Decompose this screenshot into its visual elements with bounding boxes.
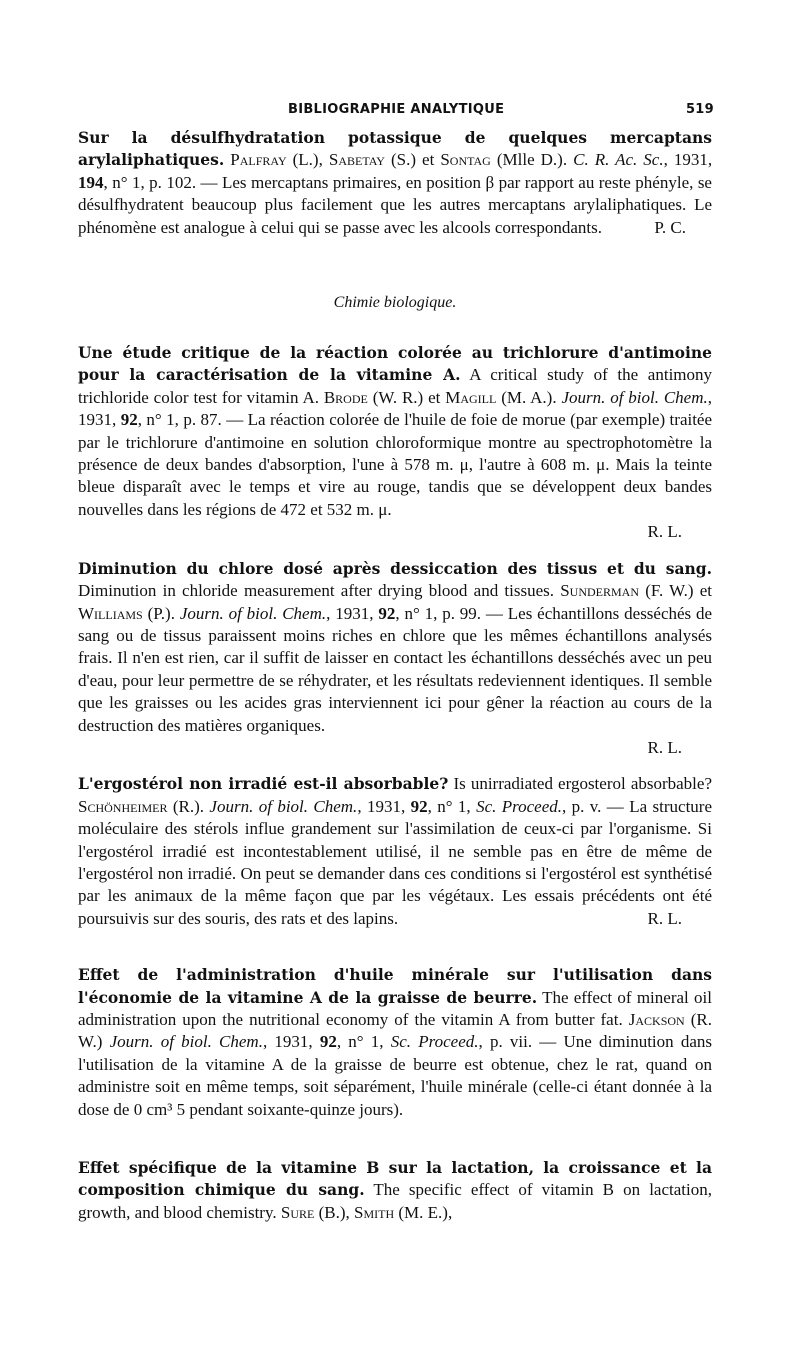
citation-issue: , n° 1, p. 102. —	[103, 172, 218, 192]
author-name: Sontag	[440, 150, 491, 170]
entry-english-title: The effect of mineral oil administration upon the nutritional economy of the vitamin A from butter fat.	[78, 987, 712, 1029]
entry-title: Sur la désulfhydratation potassique de quelques mercaptans arylaliphatiques.	[78, 128, 712, 170]
journal-name: Sc. Proceed.	[476, 796, 562, 816]
author-initials: (F. W.) et	[645, 581, 713, 601]
author-initials: (R.).	[172, 796, 205, 816]
author-name: Magill	[445, 387, 497, 407]
author-name: Schönheimer	[78, 796, 168, 816]
author-initials: (P.).	[147, 603, 175, 623]
author-name: Sunderman	[560, 581, 640, 601]
reviewer-initials: R. L.	[647, 522, 682, 542]
citation-issue: , n° 1,	[427, 796, 471, 816]
citation-year: , 1931,	[357, 796, 406, 816]
page-number: 519	[685, 102, 714, 117]
entry-title: Effet de l'administration d'huile minérale sur l'utilisation dans l'économie de la vitamine A de la graisse de beurre.	[78, 965, 712, 1007]
reviewer-initials: R. L.	[647, 908, 682, 928]
citation-issue: , n° 1,	[336, 1032, 384, 1052]
author-initials: (R. W.)	[78, 1010, 713, 1052]
header-title: BIBLIOGRAPHIE ANALYTIQUE	[288, 102, 505, 117]
bibliography-entry	[78, 1157, 712, 1224]
journal-name: Journ. of biol. Chem.	[179, 603, 327, 623]
entry-english-title: Diminution in chloride measurement after drying blood and tissues.	[78, 581, 554, 601]
author-name: Sure	[280, 1202, 315, 1222]
entry-title: Une étude critique de la réaction colorée au trichlorure d'antimoine pour la caractérisation de la vitamine A.	[78, 343, 712, 385]
citation-issue: , n° 1, p. 99. —	[395, 603, 503, 623]
citation-issue: , p. vii. —	[478, 1032, 557, 1052]
section-heading: Chimie biologique.	[333, 294, 457, 312]
author-initials: (M. A.).	[501, 387, 557, 407]
journal-name: Sc. Proceed.	[390, 1032, 479, 1052]
bibliography-entry	[78, 773, 712, 930]
entry-title: Effet spécifique de la vitamine B sur la lactation, la croissance et la composition chimique du sang.	[78, 1158, 712, 1200]
author-name: Palfray	[230, 150, 287, 170]
citation-issue: , n° 1, p. 87. —	[137, 410, 244, 430]
author-name: Sabetay	[328, 150, 385, 170]
citation-year: , 1931,	[326, 603, 374, 623]
bibliography-entry	[78, 964, 712, 1121]
author-initials: (B.),	[318, 1202, 350, 1222]
page-content	[78, 127, 712, 1224]
citation-volume: 92	[120, 410, 138, 430]
author-name: Williams	[78, 603, 143, 623]
entry-english-title: Is unirradiated ergosterol absorbable?	[453, 774, 712, 794]
author-initials: (Mlle D.).	[496, 150, 568, 170]
entry-abstract: La réaction colorée de l'huile de foie de morue (par exemple) traitée par le trichlorure d'antimoine en solution chloroformique montre au spectrophotomètre la présence de deux bandes d'absorption, l'une à 578 m. μ, l'autre à 608 m. μ. Mais la teinte bleue disparaît avec le temps et vire au rouge, tandis que se développent deux bandes nouvelles dans les régions de 472 et 532 m. μ.	[78, 410, 713, 519]
author-initials: (L.),	[292, 150, 323, 170]
author-initials: (M. E.),	[398, 1202, 453, 1222]
bibliography-entry	[78, 127, 712, 239]
reviewer-initials: R. L.	[647, 737, 682, 757]
journal-name: Journ. of biol. Chem.	[109, 1032, 263, 1052]
entry-title: L'ergostérol non irradié est-il absorbable?	[78, 774, 449, 794]
citation-year: , 1931,	[262, 1032, 313, 1052]
entry-english-title: A critical study of the antimony trichloride color test for vitamin A.	[78, 365, 713, 407]
journal-name: C. R. Ac. Sc.	[573, 150, 664, 170]
entry-abstract: Les échantillons desséchés de sang ou de tissus paraissent moins riches en chlore que les mêmes échantillons analysés frais. Il n'en est rien, car il suffit de laisser en contact les échantillons desséchés avec un peu d'eau, pour leur permettre de se réhydrater, et les résultats redeviennent identiques. Il semble que les graisses ou les acides gras interviennent ici pour gêner la réaction au cours de la destruction des matières organiques.	[78, 603, 713, 735]
citation-issue: , p. v. —	[562, 796, 624, 816]
entry-abstract: Une diminution dans l'utilisation de la vitamine A de la graisse de beurre est obtenue, chez le rat, quand on administre soit en même temps, soit séparément, l'huile minérale (celle-ci étant donnée à la dose de 0 cm³ 5 pendant soixante-quinze jours).	[78, 1032, 713, 1119]
journal-name: Journ. of biol. Chem.	[561, 387, 708, 407]
citation-volume: 92	[319, 1032, 337, 1052]
citation-volume: 194	[78, 172, 104, 192]
journal-name: Journ. of biol. Chem.	[209, 796, 358, 816]
citation-volume: 92	[378, 603, 396, 623]
entry-english-title: The specific effect of vitamin B on lactation, growth, and blood chemistry.	[78, 1180, 712, 1222]
author-initials: (S.) et	[390, 150, 435, 170]
entry-abstract: Les mercaptans primaires, en position β par rapport au reste phényle, se désulfhydratent beaucoup plus facilement que les autres mercaptans arylaliphatiques. Le phénomène est analogue à celui qui se passe avec les alcools correspondants.	[78, 172, 712, 237]
author-initials: (W. R.) et	[372, 387, 441, 407]
author-name: Jackson	[628, 1010, 685, 1029]
citation-volume: 92	[410, 796, 428, 816]
running-header	[288, 102, 714, 117]
citation-year: , 1931,	[663, 150, 713, 170]
bibliography-entry	[78, 558, 712, 760]
author-name: Smith	[354, 1202, 395, 1222]
reviewer-initials: P. C.	[654, 217, 686, 237]
entry-abstract: La structure moléculaire des stérols influe grandement sur l'assimilation de ceux-ci par l'organisme. Si l'ergostérol irradié est incontestablement utilisé, il ne semble pas en être de même de l'ergostérol non irradié. On peut se demander dans ces conditions si l'ergostérol est synthétisé par les animaux de la même façon que par les végétaux. Les essais précédents ont été poursuivis sur des souris, des rats et des lapins.	[78, 796, 712, 928]
citation-year: , 1931,	[78, 387, 713, 430]
author-name: Brode	[323, 387, 368, 407]
entry-title: Diminution du chlore dosé après dessiccation des tissus et du sang.	[78, 558, 712, 578]
bibliography-entry	[78, 342, 712, 544]
